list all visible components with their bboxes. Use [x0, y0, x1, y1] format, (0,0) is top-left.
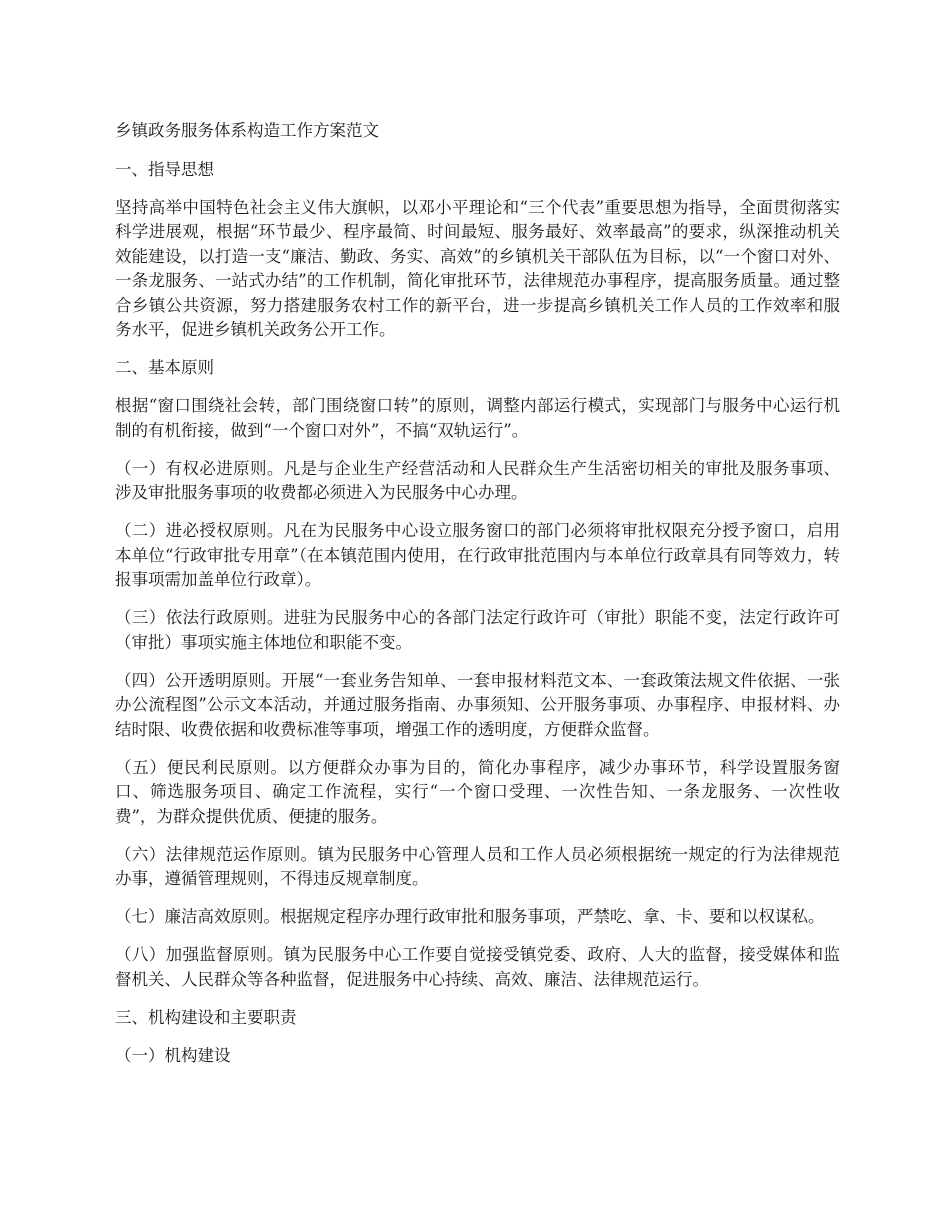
paragraph-guiding-ideology: 坚持高举中国特色社会主义伟大旗帜，以邓小平理论和“三个代表”重要思想为指导，全面贯彻落实科学进展观，根据“环节最少、程序最简、时间最短、服务最好、效率最高”的要求，纵深推动机关效能建设，以打造一支“廉洁、勤政、务实、高效”的乡镇机关干部队伍为目标，以“一个窗口对外、一条龙服务、一站式办结”的工作机制，简化审批环节，法律规范办事程序，提高服务质量。通过整合乡镇公共资源，努力搭建服务农村工作的新平台，进一步提高乡镇机关工作人员的工作效率和服务水平，促进乡镇机关政务公开工作。 — [115, 197, 840, 339]
document-page — [115, 119, 840, 1082]
section-heading-organization: 三、机构建设和主要职责 — [115, 1007, 297, 1027]
paragraph-principle-6: （六）法律规范运作原则。镇为民服务中心管理人员和工作人员必须根据统一规定的行为法律规范办事，遵循管理规则，不得违反规章制度。 — [115, 844, 840, 888]
paragraph-principle-3: （三）依法行政原则。进驻为民服务中心的各部门法定行政许可（审批）职能不变，法定行政许可（审批）事项实施主体地位和职能不变。 — [115, 608, 840, 652]
paragraph-principle-4: （四）公开透明原则。开展“一套业务告知单、一套申报材料范文本、一套政策法规文件依据、一张办公流程图”公示文本活动，并通过服务指南、办事须知、公开服务事项、办事程序、申报材料、办结时限、收费依据和收费标准等事项，增强工作的透明度，方便群众监督。 — [115, 670, 840, 739]
section-heading-basic-principles: 二、基本原则 — [115, 358, 214, 377]
subsection-heading-organization-building: （一）机构建设 — [115, 1045, 231, 1065]
paragraph-principle-1: （一）有权必进原则。凡是与企业生产经营活动和人民群众生产生活密切相关的审批及服务事项、涉及审批服务事项的收费都必须进入为民服务中心办理。 — [115, 458, 840, 502]
paragraph-principle-5: （五）便民利民原则。以方便群众办事为目的，简化办事程序，减少办事环节，科学设置服务窗口、筛选服务项目、确定工作流程，实行“一个窗口受理、一次性告知、一条龙服务、一次性收费”，为群众提供优质、便捷的服务。 — [115, 757, 840, 826]
paragraph-principle-8: （八）加强监督原则。镇为民服务中心工作要自觉接受镇党委、政府、人大的监督，接受媒体和监督机关、人民群众等各种监督，促进服务中心持续、高效、廉洁、法律规范运行。 — [115, 945, 840, 989]
document-title: 乡镇政务服务体系构造工作方案范文 — [115, 121, 379, 140]
section-heading-guiding-ideology: 一、指导思想 — [115, 159, 214, 179]
paragraph-principle-7: （七）廉洁高效原则。根据规定程序办理行政审批和服务事项，严禁吃、拿、卡、要和以权谋私。 — [115, 907, 825, 926]
paragraph-principles-intro: 根据“窗口围绕社会转，部门围绕窗口转”的原则，调整内部运行模式，实现部门与服务中心运行机制的有机衔接，做到“一个窗口对外”，不搞“双轨运行”。 — [115, 396, 840, 440]
paragraph-principle-2: （二）进必授权原则。凡在为民服务中心设立服务窗口的部门必须将审批权限充分授予窗口，启用本单位“行政审批专用章”（在本镇范围内使用，在行政审批范围内与本单位行政章具有同等效力，转报事项需加盖单位行政章）。 — [115, 521, 840, 589]
